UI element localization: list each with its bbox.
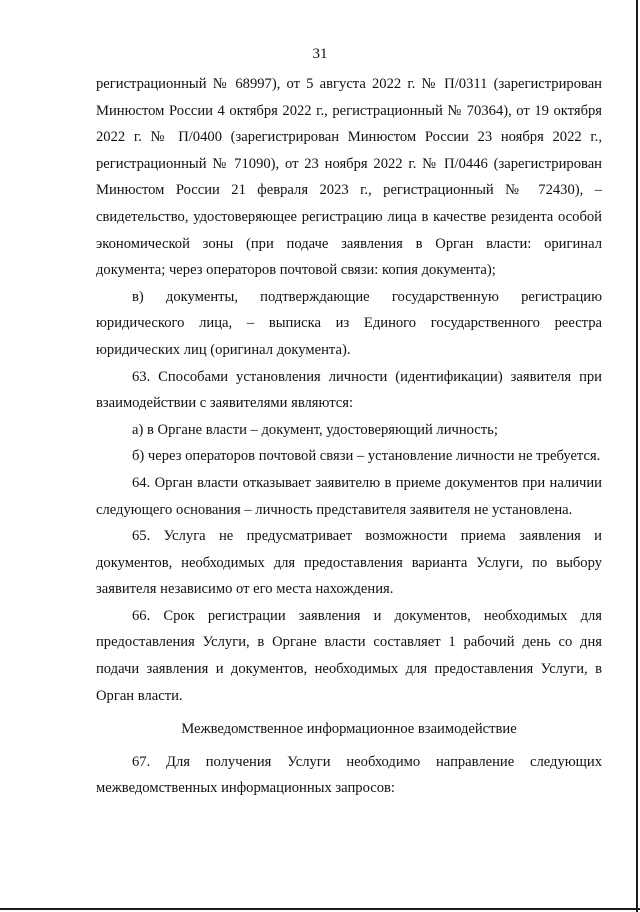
section-heading: Межведомственное информационное взаимодействие	[181, 721, 517, 738]
paragraph-66: 66. Срок регистрации заявления и документов, необходимых для предоставления Услуги, в Органе власти составляет 1 рабочий день со дня подачи заявления и документов, необходимых для предоставления Услуги, в Орган власти.	[96, 607, 602, 704]
document-body	[96, 71, 602, 802]
paragraph-67: 67. Для получения Услуги необходимо направление следующих межведомственных информационных запросов:	[96, 753, 602, 797]
paragraph-63-a: а) в Органе власти – документ, удостоверяющий личность;	[132, 421, 498, 438]
paragraph-63: 63. Способами установления личности (идентификации) заявителя при взаимодействии с заявителями являются:	[96, 368, 602, 412]
page-number: 31	[312, 46, 328, 62]
page-border-right	[636, 0, 638, 912]
paragraph-continuation: регистрационный № 68997), от 5 августа 2022 г. № П/0311 (зарегистрирован Минюстом России 4 октября 2022 г., регистрационный № 70364), от 19 октября 2022 г. № П/0400 (зарегистрирован Минюстом России 23 ноября 2022 г., регистрационный № 71090), от 23 ноября 2022 г. № П/0446 (зарегистрирован Минюстом России 21 февраля 2023 г., регистрационный № 72430), – свидетельство, удостоверяющее регистрацию лица в качестве резидента особой экономической зоны (при подаче заявления в Орган власти: оригинал документа; через операторов почтовой связи: копия документа);	[96, 76, 602, 279]
paragraph-63-b: б) через операторов почтовой связи – установление личности не требуется.	[132, 448, 601, 465]
paragraph-item-v: в) документы, подтверждающие государственную регистрацию юридического лица, – выписка из Единого государственного реестра юридических лиц (оригинал документа).	[96, 288, 602, 358]
page-border-bottom	[0, 908, 640, 910]
paragraph-64: 64. Орган власти отказывает заявителю в приеме документов при наличии следующего основания – личность представителя заявителя не установлена.	[96, 474, 602, 518]
paragraph-65: 65. Услуга не предусматривает возможности приема заявления и документов, необходимых для предоставления варианта Услуги, по выбору заявителя независимо от его места нахождения.	[96, 528, 602, 598]
